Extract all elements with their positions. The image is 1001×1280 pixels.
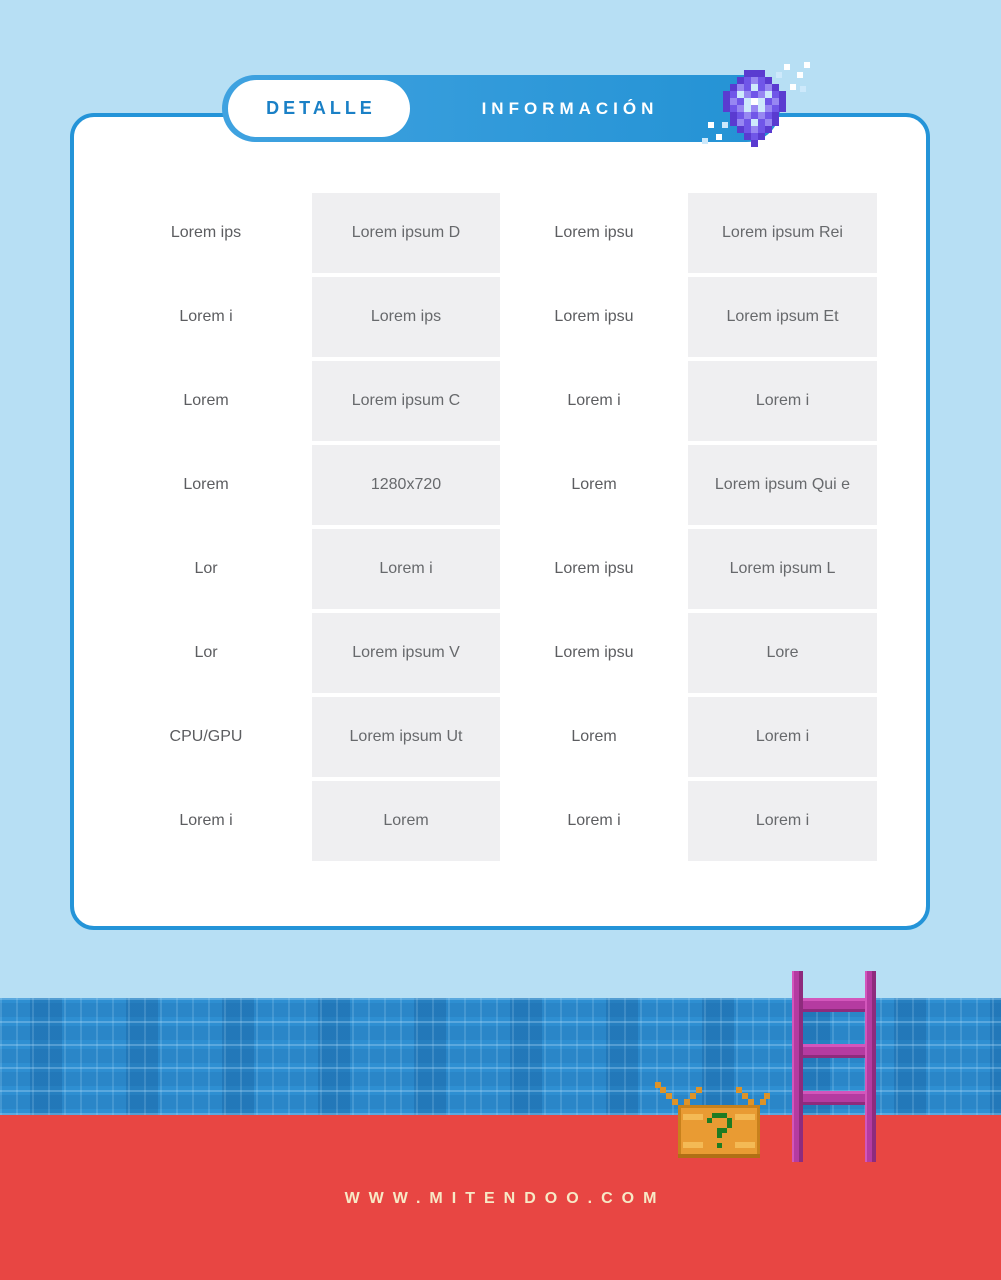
- spec-values-column-left: [312, 193, 500, 861]
- spec-value: 1280x720: [312, 445, 500, 525]
- spec-values-column-right: [688, 193, 877, 861]
- ladder-icon: [792, 971, 876, 1162]
- spec-value: Lorem ipsum V: [312, 613, 500, 693]
- ladder-rung: [795, 1091, 873, 1105]
- tab-informacion[interactable]: INFORMACIÓN: [481, 98, 659, 118]
- header-tab-bar: [222, 75, 780, 142]
- spec-value: Lorem ipsum C: [312, 361, 500, 441]
- spec-value: Lore: [688, 613, 877, 693]
- spec-label: Lorem i: [179, 812, 233, 829]
- spec-value: Lorem i: [688, 781, 877, 861]
- spec-value: Lorem i: [688, 697, 877, 777]
- spec-value: Lorem: [312, 781, 500, 861]
- spec-labels-column-right: [500, 193, 688, 861]
- spec-label: Lorem ipsu: [554, 644, 634, 661]
- spec-label: Lorem ips: [170, 224, 242, 241]
- question-crate-icon: [650, 1074, 770, 1162]
- ladder-rung: [795, 998, 873, 1012]
- ladder-rung: [795, 1044, 873, 1058]
- spec-label: Lorem: [183, 476, 229, 493]
- spec-label: CPU/GPU: [169, 728, 243, 745]
- spec-value: Lorem ipsum L: [688, 529, 877, 609]
- spec-value: Lorem i: [688, 361, 877, 441]
- spec-label: Lorem: [571, 728, 617, 745]
- spec-value: Lorem ipsum Et: [688, 277, 877, 357]
- ladder-rail: [865, 971, 876, 1162]
- spec-labels-column-left: [100, 193, 312, 861]
- spec-value: Lorem ipsum Rei: [688, 193, 877, 273]
- spec-label: Lorem i: [567, 392, 621, 409]
- spec-label: Lorem ipsu: [554, 224, 634, 241]
- spec-value: Lorem ips: [312, 277, 500, 357]
- footer-url: WWW.MITENDOO.COM: [344, 1190, 666, 1207]
- spec-label: Lorem i: [179, 308, 233, 325]
- spec-label: Lorem i: [567, 812, 621, 829]
- spec-label: Lorem: [183, 392, 229, 409]
- spec-label: Lorem ipsu: [554, 308, 634, 325]
- spec-value: Lorem ipsum Qui e: [688, 445, 877, 525]
- spec-label: Lorem ipsu: [554, 560, 634, 577]
- spec-value: Lorem ipsum Ut: [312, 697, 500, 777]
- tab-detalle[interactable]: DETALLE: [228, 80, 410, 137]
- spec-label: Lor: [194, 560, 218, 577]
- spec-label: Lorem: [571, 476, 617, 493]
- spec-value: Lorem ipsum D: [312, 193, 500, 273]
- spec-label: Lor: [194, 644, 218, 661]
- spec-value: Lorem i: [312, 529, 500, 609]
- ladder-rail: [792, 971, 803, 1162]
